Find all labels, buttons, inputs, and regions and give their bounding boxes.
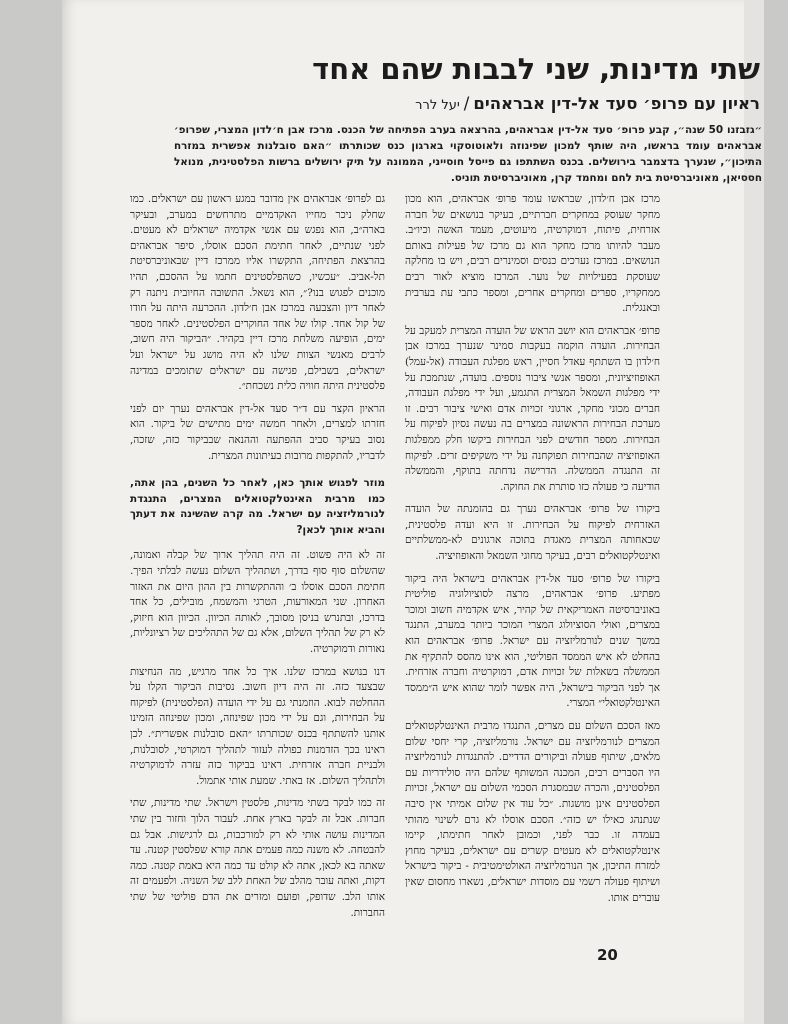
paragraph: הראיון הקצר עם ד״ר סעד אל-דין אבראהים נערך יום לפני חזרתו למצרים, ולאחר חמשה ימים מתישים של ביקור. הוא נסוב בעיקר סביב ההפתעה וההנאה שבביקור כזה, שזכה, לדבריו, להתקפות מרובות בעיתונות המצרית. xyxy=(130,402,385,462)
paragraph: פרופ׳ אבראהים הוא יושב הראש של הועדה המצרית למעקב על הבחירות. הועדה הוקמה בעקבות סמינר שנערך במרכז אבן ח׳לדון בו השתתף עאדל חסיין, ראש מפלגת העבודה (אל-עמל) האופוזיציונית, ומספר אנשי ציבור נוספים. בועדה, שנתמכת על ידי מפלגות השמאל המצרית התגמע, ועל ידי מפלגת העבודה, חברים מכוני מחקר, ארגוני זכויות אדם ואישי ציבור רבים. זו מערכת הבחירות הראשונה במצרים בה נעשה נסיון לפיקוח על הבחירות. מספר חודשים לפני הבחירות ביקשו חלק ממפלגות האופוזיציה שהבחירות תפוקחנה על ידי משקיפים זרים. לפיקוח זה התנגדה הממשלה. הדרישה נדחתה בתוקף, והממשלה הודיעה כי פעולה כזו סותרת את החוקה. xyxy=(405,324,660,493)
paragraph: זה כמו לבקר בשתי מדינות, פלסטין וישראל. שתי מדינות, שתי חברות. אבל זה לבקר בארץ אחת. לעבור הלוך וחזור בין שתי המדינות עושה אותי לא רק למורכבות, גם לרגישות. אבל גם להבטחה. לא משנה כמה פעמים אתה קורא שפלסטין קטנה. עד שאתה בא לכאן, אתה לא קולט עד כמה היא באמת קטנה. כמה דקות, ואתה עובר מהלב של האחת ללב של השניה. ולפעמים זה אותו הלב. שדופק, ופועם ומזרים את הדם פוליטי של שתי החברות. xyxy=(130,797,385,919)
article-subtitle: ראיון עם פרופ׳ סעד אל-דין אבראהים xyxy=(473,94,760,113)
paragraph: מאז הסכם השלום עם מצרים, התנגדו מרבית האינטלקטואלים המצרים לנורמליזציה עם ישראל. נורמליזציה, קרי יחסי שלום מלאים, שיתוף פעולה וביקורים הדדיים. להתנגדות לנורמליזציה היו הסברים רבים, המכנה המשותף שלהם היה סולידריות עם הפלסטינים, והכרה שבמסגרת הסכמי השלום עם ישראל, זכויות הפלסטינים אינן מושגות. ״כל עוד אין שלום אמיתי אין סיבה שנתנהג כאילו יש כזה״. הסכם אוסלו לא גרם לשינוי מהותי בעמדה זו. כבר לפני, וכמובן לאחר חתימתו, קיימו אינטלקטואלים לא מעטים קשרים עם ישראלים, בעיקר מחוץ למזרח התיכון, אך הנורמליזציה האולטימטיבית - ביקור בישראל ושיתוף פעולה רשמי עם מוסדות ישראלים, נשארו מחסום שאין עוברים אותו. xyxy=(405,720,660,904)
page-number: 20 xyxy=(597,946,618,964)
bleed-through-shadow xyxy=(732,360,766,410)
paragraph: מרכז אבן ח׳לדון, שבראשו עומד פרופ׳ אבראהים, הוא מכון מחקר שעוסק במחקרים חברתיים, בעיקר בנושאים של חברה אזרחית, פיתוח, דמוקרטיה, מיעוטים, מעמד האשה וכיו״ב. מעבר להיותו מרכז מחקר הוא גם מרכז של פעילות באותם הנושאים. במרכז נערכים כנסים וסמינרים רבים, ויש בו מחלקה שעוסקת בפעילויות של נוער. המרכז מוציא לאור רבים ממחקריו, ספרים ומחקרים אחרים, ומספר כתבי עת בערבית ובאנגלית. xyxy=(405,193,660,315)
article-header xyxy=(160,50,760,120)
paragraph: ביקורו של פרופ׳ אבראהים נערך גם בהזמנתה של הועדה האזרחית לפיקוח על הבחירות. זו היא ועדה פלסטינית, שכאחותה המצרית מאגדת בתוכה ארגונים לא-ממשלתיים ואינטלקטואלים רבים, בעיקר מחוגי השמאל והאופוזיציה. xyxy=(405,503,660,563)
article-subtitle-line xyxy=(160,90,760,120)
article-intro: ״גזבזנו 50 שנה״, קבע פרופ׳ סעד אל-דין אבראהים, בהרצאה בערב הפתיחה של הכנס. מרכז אבן ח׳לדון המצרי, שפרופ׳ אבראהים עומד בראשו, היה שותף למכון שפינוזה ולאוטוסקוי בארגון כנס שכותרתו ״האם סובלנות אפשרית במזרח התיכון״, שנערך בדצמבר בירושלים. בכנס השתתפו גם פייסל חוסייני, הממונה על תיק ירושלים ברשות הפלסטינית, מנואל חססיאן, מאוניברסיטת בית לחם ומחמד קרן, מאוניברסיטת תוניס. xyxy=(174,124,762,184)
paragraph: דנו בנושא במרכז שלנו. איך כל אחד מרגיש, מה הנחיצות שבצעד כזה. זה היה דיון חשוב. נסיבות הביקור הקלו על ההחלטה לבוא. הוזמנתי גם על ידי הועדה (הפלסטינית) לפיקוח על הבחירות, וגם על ידי מכון שפינוזה, ומכון שפינוזה הזמינו אותנו להשתתף בכנס שכותרתו ״האם סובלנות אפשרית״. לכן ראינו בכך הזדמנות כפולה לעזור לתהליך דמוקרטי, לסובלנות, ולבניית חברה אזרחית. ראינו בביקור כזה עזרה לדמוקרטיה ולתהליך השלום. אז באתי. שמעת אותי אתמול. xyxy=(130,665,385,787)
text-column-right xyxy=(405,192,660,913)
text-column-left xyxy=(130,192,385,928)
article-title: שתי מדינות, שני לבבות שהם אחד xyxy=(312,52,760,86)
paragraph: ביקורו של פרופ׳ סעד אל-דין אבראהים בישראל היה ביקור מפתיע. פרופ׳ אבראהים, מרצה לסוציולוגיה פוליטית באוניברסיטה האמריקאית של קהיר, איש אקדמיה חשוב ומוכר במצרים, ואולי הסוציולוג המצרי המוכר ביותר במערב, התנגד במשך שנים לנורמליזציה עם ישראל. פרופ׳ אבראהים הוא בהחלט לא איש הממסד הפוליטי, הוא אינו מהסס להתקיף את הממשלה בשאלות של זכויות אדם, דמוקרטיה וחברה אזרחית. אך לפני הביקור בישראל, היה אפשר לומר שהוא איש ה״ממסד האינטלקטואלי״ המצרי. xyxy=(405,572,660,710)
byline-separator: / xyxy=(463,94,470,113)
interview-question: מוזר לפגוש אותך כאן, לאחר כל השנים, בהן אתה, כמו מרבית האינטלקטואלים המצרים, התנגדת לנורמליזציה עם ישראל. מה קרה שהשינה את דעתך והביא אותך לכאן? xyxy=(130,477,385,536)
paragraph: גם לפרופ׳ אבראהים אין מדובר במגע ראשון עם ישראלים. כמו שחלק ניכר מחייו האקדמיים מתרחשים במערב, ובעיקר בארה״ב, הוא נפגש עם אנשי אקדמיה ישראלים לא מעטים. לפני שנתיים, לאחר חתימת הסכם אוסלו, סיפר אבראהים בהרצאת הפתיחה, התקשרו אליו ממרכז דיין שבאוניברסיטת תל-אביב. ״עכשיו, כשהפלסטינים חתמו על ההסכם, תהיו מוכנים לפגוש בנו?״, הוא נשאל. התשובה החיובית ניתנה רק לאחר דיון והצבעה במרכז אבן ח׳לדון. ההכרעה היתה על חודו של קול אחד. קולו של אחד החוקרים הפלסטינים. לאחר מספר ימים, הופיעה משלחת מרכז דיין בקהיר. ״הביקור היה חשוב, לרבים מאנשי הצוות שלנו לא היה מושג על ישראל ועל ישראלים, בשבילם, פגישה עם ישראלים שתומכים במדינה פלסטינית היתה חוויה כלית נשכחת״. xyxy=(130,193,385,393)
paragraph: זה לא היה פשוט. זה היה תהליך ארוך של קבלה ואמונה, שהשלום סוף סוף בדרך, ושתהליך השלום נעשה לבלתי הפיך. חתימת הסכם אוסלו ב׳ וההתקשרות בין ההון היום את האזור האחרון. שני המאורעות, הטרגי והמשמח, מובילים, כל אחד בדרכו, ובתנרש בניסן מסובך, לאותה הכיוון. הכיוון הוא חיזוק, לא רק של תהליך השלום, אלא גם של התהליכים של רציונליות, נאורות ודמוקרטיה. xyxy=(130,549,385,656)
article-author: יעל לרר xyxy=(415,98,460,113)
